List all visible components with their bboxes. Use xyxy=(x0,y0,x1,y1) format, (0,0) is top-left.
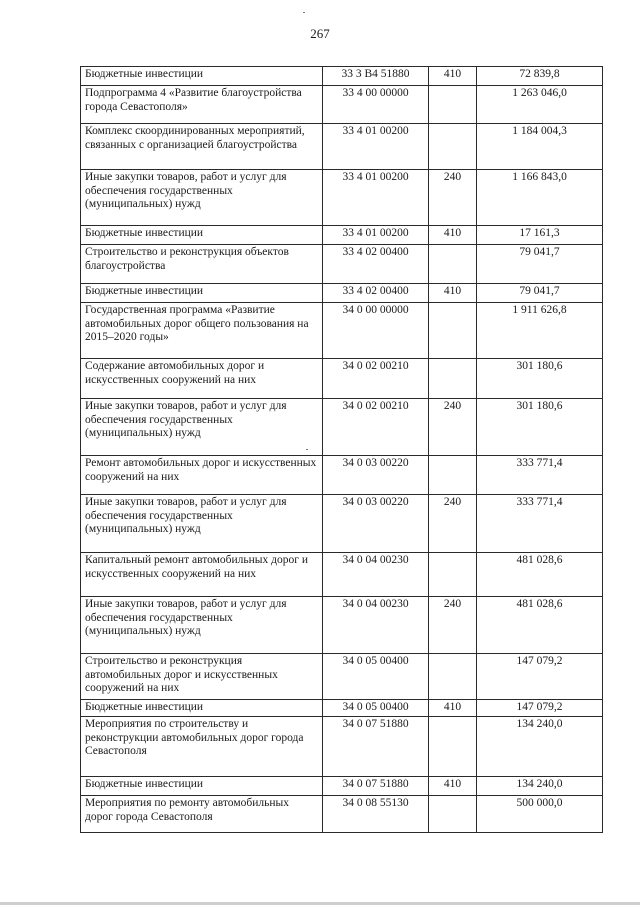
table-row xyxy=(81,654,603,700)
table-row xyxy=(81,284,603,303)
row-sum-cell: 481 028,6 xyxy=(477,597,603,654)
row-expense-type-cell: 240 xyxy=(429,170,477,226)
row-sum-cell: 134 240,0 xyxy=(477,717,603,777)
row-name-cell: Бюджетные инвестиции xyxy=(81,67,323,86)
row-name-cell: Капитальный ремонт автомобильных дорог и искусственных сооружений на них xyxy=(81,553,323,597)
row-name-cell: Мероприятия по строительству и реконструкции автомобильных дорог города Севастополя xyxy=(81,717,323,777)
row-code-cell: 34 0 02 00210 xyxy=(323,399,429,456)
row-expense-type-cell xyxy=(429,796,477,833)
table-row xyxy=(81,597,603,654)
row-sum-cell: 1 911 626,8 xyxy=(477,303,603,359)
row-name-cell: Иные закупки товаров, работ и услуг для обеспечения государственных (муниципальных) нужд xyxy=(81,399,323,456)
row-code-cell: 34 0 04 00230 xyxy=(323,597,429,654)
table-row xyxy=(81,777,603,796)
row-name-cell: Бюджетные инвестиции xyxy=(81,226,323,245)
row-sum-cell: 333 771,4 xyxy=(477,456,603,495)
row-expense-type-cell: 240 xyxy=(429,597,477,654)
row-sum-cell: 17 161,3 xyxy=(477,226,603,245)
row-name-cell: Подпрограмма 4 «Развитие благоустройства города Севастополя» xyxy=(81,86,323,124)
row-sum-cell: 79 041,7 xyxy=(477,284,603,303)
row-code-cell: 34 0 03 00220 xyxy=(323,495,429,553)
row-sum-cell: 1 263 046,0 xyxy=(477,86,603,124)
row-code-cell: 33 4 01 00200 xyxy=(323,226,429,245)
row-code-cell: 34 0 00 00000 xyxy=(323,303,429,359)
row-name-cell: Бюджетные инвестиции xyxy=(81,700,323,717)
row-expense-type-cell xyxy=(429,717,477,777)
row-sum-cell: 500 000,0 xyxy=(477,796,603,833)
table-row xyxy=(81,245,603,284)
row-code-cell: 33 4 01 00200 xyxy=(323,170,429,226)
row-name-cell: Мероприятия по ремонту автомобильных дорог города Севастополя xyxy=(81,796,323,833)
table-body xyxy=(81,67,603,833)
row-name-cell: Комплекс скоординированных мероприятий, связанных с организацией благоустройства xyxy=(81,124,323,170)
row-code-cell: 34 0 07 51880 xyxy=(323,777,429,796)
scan-speck xyxy=(303,12,305,13)
table-row xyxy=(81,86,603,124)
row-code-cell: 34 0 04 00230 xyxy=(323,553,429,597)
row-sum-cell: 1 184 004,3 xyxy=(477,124,603,170)
table-row xyxy=(81,700,603,717)
row-sum-cell: 134 240,0 xyxy=(477,777,603,796)
table-row xyxy=(81,717,603,777)
row-expense-type-cell xyxy=(429,456,477,495)
table-row xyxy=(81,796,603,833)
row-code-cell: 34 0 05 00400 xyxy=(323,654,429,700)
row-name-cell: Государственная программа «Развитие автомобильных дорог общего пользования на 2015–2020 годы» xyxy=(81,303,323,359)
table-row xyxy=(81,226,603,245)
row-name-cell: Ремонт автомобильных дорог и искусственных сооружений на них xyxy=(81,456,323,495)
row-expense-type-cell xyxy=(429,124,477,170)
row-sum-cell: 481 028,6 xyxy=(477,553,603,597)
row-expense-type-cell xyxy=(429,654,477,700)
row-sum-cell: 301 180,6 xyxy=(477,359,603,399)
row-code-cell: 34 0 05 00400 xyxy=(323,700,429,717)
row-expense-type-cell xyxy=(429,553,477,597)
table-row xyxy=(81,359,603,399)
row-code-cell: 34 0 07 51880 xyxy=(323,717,429,777)
row-name-cell: Содержание автомобильных дорог и искусственных сооружений на них xyxy=(81,359,323,399)
row-name-cell: Строительство и реконструкция объектов благоустройства xyxy=(81,245,323,284)
row-expense-type-cell xyxy=(429,86,477,124)
row-name-cell: Иные закупки товаров, работ и услуг для обеспечения государственных (муниципальных) нужд xyxy=(81,170,323,226)
row-code-cell: 34 0 03 00220 xyxy=(323,456,429,495)
row-sum-cell: 79 041,7 xyxy=(477,245,603,284)
row-sum-cell: 301 180,6 xyxy=(477,399,603,456)
row-expense-type-cell: 410 xyxy=(429,284,477,303)
table-row xyxy=(81,399,603,456)
row-expense-type-cell xyxy=(429,245,477,284)
row-code-cell: 33 4 01 00200 xyxy=(323,124,429,170)
table-row xyxy=(81,553,603,597)
table-row xyxy=(81,495,603,553)
row-code-cell: 33 4 02 00400 xyxy=(323,245,429,284)
row-sum-cell: 1 166 843,0 xyxy=(477,170,603,226)
row-expense-type-cell: 240 xyxy=(429,399,477,456)
row-expense-type-cell: 410 xyxy=(429,67,477,86)
row-code-cell: 33 4 00 00000 xyxy=(323,86,429,124)
budget-table xyxy=(80,66,603,833)
table-row xyxy=(81,67,603,86)
row-expense-type-cell xyxy=(429,303,477,359)
table-row xyxy=(81,124,603,170)
row-expense-type-cell: 240 xyxy=(429,495,477,553)
row-expense-type-cell xyxy=(429,359,477,399)
row-sum-cell: 72 839,8 xyxy=(477,67,603,86)
row-expense-type-cell: 410 xyxy=(429,777,477,796)
scan-speck xyxy=(306,449,308,450)
table-row xyxy=(81,303,603,359)
row-name-cell: Иные закупки товаров, работ и услуг для обеспечения государственных (муниципальных) нужд xyxy=(81,597,323,654)
row-sum-cell: 147 079,2 xyxy=(477,700,603,717)
row-code-cell: 34 0 02 00210 xyxy=(323,359,429,399)
row-name-cell: Иные закупки товаров, работ и услуг для обеспечения государственных (муниципальных) нужд xyxy=(81,495,323,553)
row-code-cell: 33 3 В4 51880 xyxy=(323,67,429,86)
page-number: 267 xyxy=(310,26,330,41)
row-code-cell: 34 0 08 55130 xyxy=(323,796,429,833)
row-code-cell: 33 4 02 00400 xyxy=(323,284,429,303)
row-sum-cell: 333 771,4 xyxy=(477,495,603,553)
row-name-cell: Бюджетные инвестиции xyxy=(81,284,323,303)
row-name-cell: Бюджетные инвестиции xyxy=(81,777,323,796)
row-expense-type-cell: 410 xyxy=(429,226,477,245)
row-expense-type-cell: 410 xyxy=(429,700,477,717)
table-row xyxy=(81,170,603,226)
row-sum-cell: 147 079,2 xyxy=(477,654,603,700)
table-row xyxy=(81,456,603,495)
row-name-cell: Строительство и реконструкция автомобильных дорог и искусственных сооружений на них xyxy=(81,654,323,700)
